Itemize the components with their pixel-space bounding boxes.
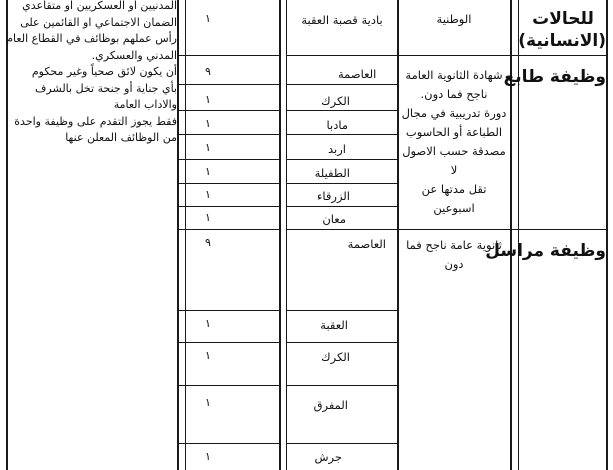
location-cell: العاصمة [338, 67, 377, 81]
row-divider [177, 55, 279, 56]
column-divider [286, 0, 287, 470]
count-cell: ١ [205, 450, 211, 463]
count-cell: ١ [205, 117, 211, 130]
location-cell: الزرقاء [316, 189, 350, 203]
row-divider [177, 206, 279, 207]
count-cell: ١ [205, 396, 211, 409]
count-cell: ١ [205, 12, 211, 25]
row-divider [286, 443, 397, 444]
row-divider [286, 159, 397, 160]
conditions-text: المدنيين او العسكريين او متقاعدي الضمان الاجتماعي او القائمين على رأس عملهم بوظائف في القطاع العام المدني والعسكري. أن يكون لائق صحياً وغير محكوم بأي جناية أو جنحة تخل بالشرف والاداب العامة فقط يجوز التقدم على وظيفة واحدة من الوظائف المعلن عنها [6, 0, 177, 144]
location-cell: اربد [328, 142, 346, 156]
row-divider [286, 310, 397, 311]
section-divider [397, 55, 606, 56]
count-cell: ٩ [205, 65, 211, 78]
count-cell: ١ [205, 165, 211, 178]
row-divider [177, 385, 279, 386]
job-title-typist: وظيفة طابع [503, 67, 606, 87]
location-cell: بادية قصبة العقبة [301, 13, 383, 27]
row-divider [286, 229, 397, 230]
row-divider [177, 229, 279, 230]
row-divider [286, 84, 397, 85]
row-divider [177, 134, 279, 135]
qualification-humanitarian: الوطنية [436, 12, 472, 26]
column-divider [177, 0, 179, 470]
count-cell: ١ [205, 141, 211, 154]
count-cell: ١ [205, 349, 211, 362]
location-cell: جرش [314, 450, 342, 464]
row-divider [177, 183, 279, 184]
location-cell: الطفيلة [314, 166, 350, 180]
location-cell: العاصمة [347, 237, 386, 251]
count-cell: ١ [205, 317, 211, 330]
count-cell: ٩ [205, 236, 211, 249]
row-divider [177, 110, 279, 111]
row-divider [286, 110, 397, 111]
qualification-typist: شهادة الثانوية العامة ناجح فما دون. دورة تدريبية في مجال الطباعة أو الحاسوب مصدقة حسب الاصول لا تقل مدتها عن اسبوعين [401, 68, 507, 215]
row-divider [177, 443, 279, 444]
row-divider [286, 134, 397, 135]
count-cell: ١ [205, 211, 211, 224]
row-divider [286, 385, 397, 386]
section-divider [397, 229, 606, 230]
location-cell: الكرك [321, 94, 350, 108]
location-cell: معان [322, 212, 346, 226]
row-divider [177, 159, 279, 160]
location-cell: مادبا [326, 118, 348, 132]
count-cell: ١ [205, 93, 211, 106]
column-divider [185, 0, 186, 470]
column-divider [279, 0, 281, 470]
column-divider [397, 0, 399, 470]
location-cell: الكرك [321, 350, 350, 364]
job-title-humanitarian: للحالات (الانسانية) [518, 9, 606, 51]
row-divider [286, 183, 397, 184]
row-divider [286, 206, 397, 207]
row-divider [286, 342, 397, 343]
job-title-messenger: وظيفة مراسل [485, 241, 606, 261]
row-divider [177, 310, 279, 311]
count-cell: ١ [205, 188, 211, 201]
table-border-right [606, 0, 608, 470]
row-divider [286, 55, 397, 56]
location-cell: العقبة [320, 318, 348, 332]
qualification-messenger: ثانوية عامة ناجح فما دون [406, 238, 502, 271]
location-cell: المفرق [313, 398, 348, 412]
row-divider [177, 342, 279, 343]
row-divider [177, 84, 279, 85]
